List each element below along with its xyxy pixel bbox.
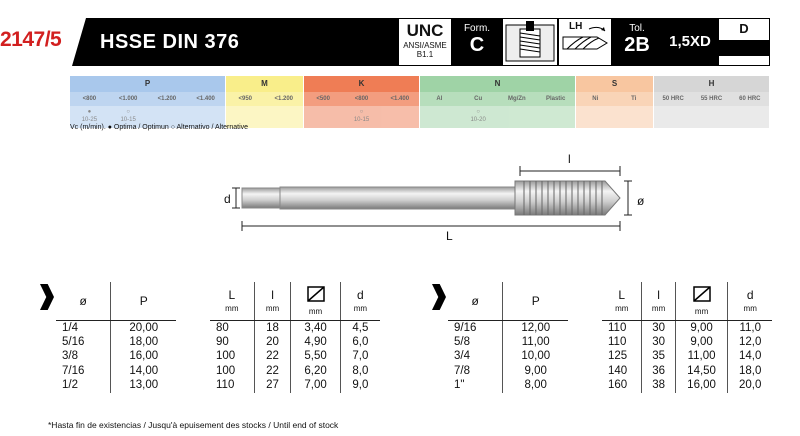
- cell-p: 8,00: [524, 379, 547, 392]
- material-subgroup: Mg/Zn: [508, 96, 526, 102]
- form-value: C: [469, 34, 485, 56]
- thread-length-label: l: [568, 152, 571, 166]
- cell-diam: 5/16: [56, 335, 111, 350]
- col-pitch: P: [503, 282, 568, 320]
- cell-sq: 9,00: [675, 335, 728, 350]
- cell-l: 35: [642, 349, 675, 364]
- cell-l: 30: [642, 335, 675, 350]
- table-row: [602, 364, 772, 379]
- table-row: [210, 320, 380, 335]
- cell-L: 90: [210, 335, 254, 350]
- material-code: K: [304, 76, 419, 92]
- material-subgroup: 50 HRC: [662, 96, 684, 102]
- cell-l: 30: [642, 320, 675, 335]
- thread-standard-cell: [398, 18, 452, 66]
- cell-diam: 5/8: [448, 335, 503, 350]
- cell-L: 140: [602, 364, 642, 379]
- col-d: d mm: [340, 282, 380, 320]
- col-l: l mm: [642, 282, 675, 320]
- cutting-speed-mark: ●: [87, 109, 92, 115]
- cell-d: 4,5: [352, 321, 369, 334]
- cutting-speed-mark: ○: [126, 109, 130, 115]
- cutting-speed-value: 10-15: [120, 117, 136, 123]
- cell-d: 9,0: [352, 379, 369, 392]
- material-code: P: [70, 76, 225, 92]
- spiral-flute-icon: [559, 19, 611, 65]
- table-row: [602, 335, 772, 350]
- cutting-speed-cell: [498, 106, 537, 128]
- table-row: [448, 364, 568, 379]
- material-subgroup: Ni: [592, 96, 599, 102]
- material-subgroup: <950: [238, 96, 252, 102]
- cutting-speed-cell: [654, 106, 692, 128]
- cell-diam: 3/4: [448, 349, 503, 364]
- cell-diam: 3/8: [56, 349, 111, 364]
- cutting-speed-mark: ○: [359, 109, 364, 115]
- table-row: [56, 364, 176, 379]
- cutting-speed-value: 10-15: [353, 117, 370, 123]
- cell-diam: 7/16: [56, 364, 111, 379]
- col-diameter: ø: [56, 282, 111, 320]
- table-row: [448, 349, 568, 364]
- cell-p: 13,00: [129, 379, 159, 392]
- nominal-diameter-label: ø: [637, 194, 645, 208]
- product-title: HSSE DIN 376: [100, 31, 240, 53]
- material-group-k: [304, 76, 420, 128]
- table-row: [448, 378, 568, 393]
- col-square: mm: [675, 282, 728, 320]
- material-subgroup: Ti: [631, 96, 637, 102]
- material-subgroup: Al: [436, 96, 443, 102]
- cell-sq: 6,20: [291, 364, 340, 379]
- dims-table-right: [602, 282, 772, 393]
- cutting-speed-cell: [692, 106, 730, 128]
- cell-d: 12,0: [739, 335, 762, 348]
- cell-p: 11,00: [521, 335, 550, 348]
- footnote: *Hasta fin de existencias / Jusqu'à epuisement des stocks / Until end of stock: [48, 420, 339, 430]
- material-group-m: [226, 76, 304, 128]
- table-row: [56, 335, 176, 350]
- d-label: D: [739, 21, 749, 36]
- cell-p: 14,00: [129, 364, 159, 377]
- cell-sq: 7,00: [291, 378, 340, 393]
- thread-standard-sub2: B1.1: [416, 50, 434, 59]
- cell-p: 12,00: [521, 321, 551, 334]
- col-l: l mm: [254, 282, 291, 320]
- square-shank-icon: [693, 286, 711, 302]
- cutting-speed-cell: [420, 106, 459, 128]
- square-shank-icon: [307, 286, 325, 302]
- cutting-speed-cell: [615, 106, 654, 128]
- table-row: [56, 320, 176, 335]
- cell-d: 8,0: [352, 364, 369, 377]
- table-row: [210, 349, 380, 364]
- cell-l: 22: [254, 364, 291, 379]
- material-subgroup: Plastic: [545, 96, 566, 102]
- cell-l: 22: [254, 349, 291, 364]
- tolerance-cell: [612, 18, 662, 66]
- left-hand-cell: [558, 18, 612, 66]
- cell-sq: 16,00: [675, 378, 728, 393]
- overall-length-label: L: [446, 229, 453, 243]
- cell-L: 100: [210, 349, 254, 364]
- cell-diam: 1/4: [56, 320, 111, 335]
- dims-table-left: [210, 282, 380, 393]
- material-group-h: [654, 76, 770, 128]
- cutting-speed-cell: [536, 106, 575, 128]
- size-table-left: [56, 282, 176, 393]
- material-subgroup: 55 HRC: [700, 96, 723, 102]
- material-code: N: [420, 76, 575, 92]
- table-row: [602, 378, 772, 393]
- cell-d: 18,0: [739, 364, 762, 377]
- cell-d: 14,0: [739, 350, 762, 363]
- cutting-speed-mark: ○: [476, 109, 480, 115]
- cutting-speed-cell: [342, 106, 380, 128]
- material-group-n: [420, 76, 576, 128]
- blind-hole-icon: [502, 18, 558, 66]
- left-hand-label: LH: [569, 21, 583, 32]
- cell-L: 80: [210, 320, 254, 335]
- cell-l: 27: [254, 378, 291, 393]
- cell-sq: 9,00: [675, 320, 728, 335]
- cell-sq: 11,00: [675, 349, 728, 364]
- material-subgroup: <1.000: [118, 96, 138, 102]
- col-square: mm: [291, 282, 340, 320]
- cell-d: 7,0: [352, 350, 369, 363]
- thread-standard-sub1: ANSI/ASME: [403, 41, 447, 50]
- tolerance-value: 2B: [624, 34, 650, 56]
- table-row: [56, 378, 176, 393]
- material-subgroup: <1.400: [390, 96, 410, 102]
- col-L: L mm: [602, 282, 642, 320]
- cell-sq: 5,50: [291, 349, 340, 364]
- table-row: [210, 378, 380, 393]
- cell-sq: 3,40: [291, 320, 340, 335]
- product-code: 2147/5: [0, 28, 62, 51]
- cell-L: 125: [602, 349, 642, 364]
- material-group-s: [576, 76, 654, 128]
- table-row: [210, 335, 380, 350]
- cell-p: 16,00: [129, 350, 159, 363]
- depth-value: 1,5XD: [669, 33, 711, 50]
- cell-L: 160: [602, 378, 642, 393]
- cell-sq: 14,50: [675, 364, 728, 379]
- cell-p: 9,00: [524, 364, 547, 377]
- chevron-icon: [432, 284, 446, 310]
- table-row: [448, 320, 568, 335]
- material-subgroup: Cu: [474, 96, 483, 102]
- cell-diam: 7/8: [448, 364, 503, 379]
- col-L: L mm: [210, 282, 254, 320]
- cell-sq: 4,90: [291, 335, 340, 350]
- material-code: H: [654, 76, 769, 92]
- cutting-speed-cell: [265, 106, 304, 128]
- d-bar: [719, 40, 769, 56]
- table-row: [210, 364, 380, 379]
- material-subgroup: <1.200: [274, 96, 294, 102]
- cell-l: 36: [642, 364, 675, 379]
- cell-l: 38: [642, 378, 675, 393]
- col-d: d mm: [728, 282, 772, 320]
- tap-drawing: [220, 148, 660, 248]
- material-code: M: [226, 76, 303, 92]
- size-table-right: [448, 282, 568, 393]
- cutting-speed-cell: [304, 106, 342, 128]
- form-cell: [452, 18, 502, 66]
- cutting-speed-cell: [459, 106, 498, 128]
- material-subgroup: 60 HRC: [739, 96, 761, 102]
- form-label: Form.: [463, 23, 491, 34]
- cell-p: 18,00: [129, 335, 159, 348]
- material-subgroup: <800: [82, 96, 97, 102]
- material-subgroup: <1.200: [157, 96, 177, 102]
- cell-L: 110: [602, 320, 642, 335]
- cutting-speed-legend: Vc (m/min). ● Optima / Optimun ○ Alternativo / Alternative: [70, 124, 249, 131]
- cell-diam: 1": [448, 378, 503, 393]
- tolerance-label: Tol.: [629, 23, 645, 34]
- cutting-speed-value: 10-25: [81, 117, 98, 123]
- col-pitch: P: [111, 282, 176, 320]
- cell-L: 100: [210, 364, 254, 379]
- material-subgroup: <800: [354, 96, 369, 102]
- cutting-speed-cell: [381, 106, 419, 128]
- cutting-speed-cell: [576, 106, 615, 128]
- cell-l: 20: [254, 335, 291, 350]
- material-group-p: [70, 76, 226, 128]
- cell-L: 110: [602, 335, 642, 350]
- material-subgroup: <500: [316, 96, 330, 102]
- cutting-speed-value: 10-20: [470, 117, 486, 123]
- table-row: [602, 349, 772, 364]
- cell-d: 20,0: [739, 379, 762, 392]
- col-diameter: ø: [448, 282, 503, 320]
- table-row: [56, 349, 176, 364]
- cell-p: 20,00: [129, 321, 159, 334]
- table-row: [602, 320, 772, 335]
- material-subgroup: <1.400: [196, 96, 215, 102]
- cell-L: 110: [210, 378, 254, 393]
- thread-standard: UNC: [406, 21, 444, 40]
- chevron-icon: [40, 284, 54, 310]
- shank-diameter-label: d: [224, 192, 231, 206]
- cell-d: 11,0: [739, 321, 761, 334]
- cell-diam: 1/2: [56, 378, 111, 393]
- cutting-speed-cell: [731, 106, 769, 128]
- materials-table: [70, 76, 770, 128]
- material-code: S: [576, 76, 653, 92]
- cell-l: 18: [254, 320, 291, 335]
- cell-p: 10,00: [521, 350, 551, 363]
- cell-diam: 9/16: [448, 320, 503, 335]
- table-row: [448, 335, 568, 350]
- depth-cell: [662, 18, 718, 66]
- cell-d: 6,0: [352, 335, 369, 348]
